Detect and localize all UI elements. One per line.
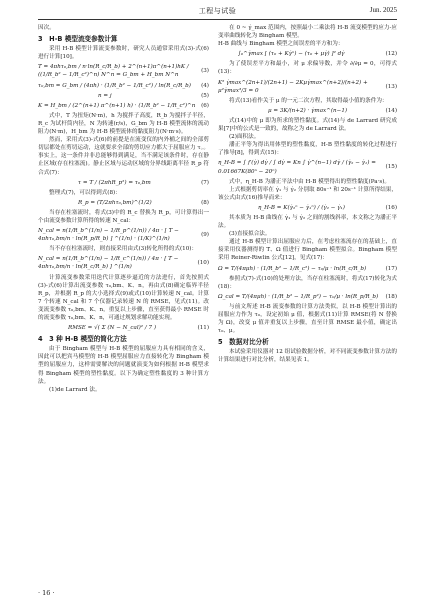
paragraph: 然而，采用式(3)-式(6)的前提是在流变仪的内外桶之间的全部剪切层都处在剪切运动，这就要求全部的剪切应力都大于屈服应力 τ。。事实上，这一条件并非总能够得到满足，当不满足该条件时，存在静止区域(存在柱塞流)。静止区域与运动区域的分界线距离半径 R_p 符合式(7)： [38, 137, 209, 176]
equation-number: (3) [201, 68, 209, 75]
equation [38, 324, 209, 332]
paragraph: 上式根据剪切率在 γ̇₁ 与 γ̇₂ 分别取 80s⁻¹ 和 20s⁻¹ 计算所得结果，该公式由式(16)推导而来： [218, 186, 397, 201]
paragraph: 采用 H-B 模型计算流变参数时，研究人员通常采用式(3)-式(6)进行计算[10]。 [38, 46, 209, 61]
issue-date: Jun. 2025 [369, 6, 397, 14]
paragraph: 计算流变参数采用迭代计算逐步逼近的方法进行，首先按照式(3)-式(6)计算出流变参数 τ₀,bm、K、n，再由式(8)确定临界半径 R_p，并根据 R_p 的大小选择式(9)或式(10)计算转速 N_cal。计算 7 个转速 N_cal 和 7 个仪器记录转速 N 的 RMSE，见式(11)。改变流变参数 τ₀,bm、K、n，重复以上步骤，直至获得最小 RMSE 时的流变参数 τ₀,bm、K、n，可通过规划求解功能实现。 [38, 274, 209, 321]
equation-number: (12) [385, 51, 397, 58]
equation-number: (15) [385, 164, 397, 171]
paragraph: 其本质为 H-B 曲线在 γ̇₁ 与 γ̇₂ 之间的割线斜率，本文称之为潘正平法。 [218, 214, 397, 230]
equation-body: μ = 3K/(n+2) · γ̇max^(n−1) [268, 107, 348, 114]
equation-body: τ = T / (2πhR_p²) = τ₀,bm [78, 179, 151, 186]
subheading: (2)面积法。 [229, 134, 260, 141]
equation-number: (11) [197, 325, 209, 332]
running-header [38, 6, 397, 18]
paragraph: 潘正平等为得出用体型的塑性黏度，H-B 塑性黏度的转化过程进行了推导[8]，得到式(15)： [218, 142, 397, 157]
section-heading: 3 H-B 模型流变参数计算 [38, 35, 118, 44]
equation-body: Ω = T/(4πμh) · (1/R_b² − 1/R_c²) − τ₀/μ · ln(R_c/R_b) [218, 265, 367, 272]
paragraph: 参照式(7)-式(10)的处理方法，当存在柱塞流时，将式(17)转化为式(18)： [218, 275, 397, 290]
equation [218, 204, 397, 212]
equation-number: (18) [385, 293, 397, 300]
journal-name: 工程与试验 [198, 7, 237, 15]
equation-body: K = H_bm / (2^(n+1) π^(n+1) h) · (1/R_b² − 1/R_c²)^n [38, 102, 196, 109]
equation-body: K² γ̇max^(2n+1)/(2n+1) − 2Kμγ̇max^(n+2)/(n+2) + μ²γ̇max³/3 = 0 [218, 79, 368, 94]
equation [38, 82, 209, 90]
equation-number: (13) [385, 83, 397, 90]
equation [38, 255, 209, 271]
equation-body: n = j [98, 92, 112, 99]
equation-body: N_cal = n(1/R_b^(1/n) − 1/R_p^(1/n)) / 4π · [ T − 4πhτ₀,bm/n · ln(R_p/R_b) ] ^(1/n) · (1/K)^(1/n) [38, 228, 179, 243]
equation [218, 79, 397, 95]
equation [38, 199, 209, 207]
paragraph: 式中，T 为扭矩(N·m)，h 为搅拌子高度，R_b 为搅拌子半径，R_c 为试杆筒内径，N 为转速(r/s)，G_bm 为 H-B 模型流体的流动阻力(N·m)，H_bm 为 H-B 模型流体的黏度阻力(N·m·s)。 [38, 112, 209, 136]
equation-number: (9) [201, 232, 209, 239]
left-column [38, 24, 209, 394]
paragraph: 因次。 [38, 25, 55, 31]
equation-body: R_p = (T/2πhτ₀,bm)^(1/2) [78, 199, 152, 206]
paragraph: 与前文所述 H-B 流变参数的计算方法类似，以 H-B 模型计算出的屈服应力作为 τ₀，设定初始 μ 值，根据式(11)计算 RMSE(将 N 替换为 Ω)，改变 μ 值并重复以上步骤，直至计算 RMSE 最小值，确定出 τ₀、μ。 [218, 303, 397, 335]
paragraph: 当存在柱塞流时，将式(3)中的 R_c 替换为 R_p，可计算得出一个由流变参数计算所得的转速 N_cal： [38, 209, 209, 224]
section-heading: 5 数据对比分析 [218, 338, 269, 347]
paragraph: 为了使误差平方和最小，对 μ 求偏导数，并令 ∂/∂μ = 0，可得式(13)： [218, 61, 397, 76]
equation-number: (7) [201, 179, 209, 186]
equation-number: (4) [201, 82, 209, 89]
right-column [218, 24, 397, 365]
section-heading: 4 3 种 H-B 模型的简化方法 [38, 335, 127, 344]
paragraph: 整理式(7)，可以得到式(8)： [49, 189, 121, 196]
equation [218, 159, 397, 175]
equation [38, 92, 209, 100]
equation-number: (5) [201, 92, 209, 99]
equation [218, 50, 397, 58]
subheading: (3)直接拟合法。 [229, 231, 271, 238]
paragraph: 式中，η_H-B 为潘正平法中由 H-B 模型得出的塑性黏度(Pa·s)。 [229, 178, 390, 185]
paragraph: H-B 曲线与 Bingham 模型之间误差的平方和为： [218, 41, 344, 48]
paragraph: 通过 H-B 模型计算出屈服应力后，在考虑柱塞流存在的基础上，直接采用仪器测得的 T、Ω 值进行 Bingham 模型拟合。Bingham 模型采用 Reiner-Riwlin 公式[12]，见式(17)： [218, 239, 397, 262]
equation-number: (17) [385, 265, 397, 272]
equation-body: Ω_cal = T/(4πμh) · (1/R_b² − 1/R_p²) − τ₀/μ · ln(R_p/R_b) [218, 293, 379, 300]
header-rule [38, 19, 397, 20]
equation [218, 265, 397, 273]
paragraph: 由于 Bingham 模型与 H-B 模型的屈服应力具有相同的含义，因此可以把宾马模型的 H-B 模型屈服应力直接转化为 Bingham 模型的屈服应力，这样需要解决的问题就演变为如何根据 H-B 模型求得 Bingham 模型的塑性黏度。以下为确定塑性黏度的 3 种计算方法。 [38, 346, 209, 385]
paragraph: 在 0 ~ γ̇_max 范围内，按照最小二乘法将 H-B 流变模型的应力-应变率曲线转化为 Bingham 模型。 [218, 25, 397, 40]
equation-number: (10) [197, 260, 209, 267]
equation-number: (6) [201, 102, 209, 109]
equation-number: (16) [385, 204, 397, 211]
equation-body: T = 4πhτ₀,bm / n·ln(R_c/R_b) + 2^(n+1)π^(n+1)hK / ((1/R_b² − 1/R_c²)^n) N^n = G_bm + H_bm N^n [38, 64, 189, 79]
paragraph: 当不存在柱塞流时，则直接采用由式(3)转化所得的式(10)： [49, 246, 198, 253]
equation [38, 227, 209, 243]
equation [38, 63, 209, 79]
equation-number: (14) [385, 107, 397, 114]
equation [38, 102, 209, 110]
subheading: (1)de Larrard 法。 [49, 386, 101, 393]
equation-body: N_cal = n(1/R_b^(1/n) − 1/R_c^(1/n)) / 4π · [ T − 4πhτ₀,bm/n · ln(R_c/R_b) ] ^(1/n) [38, 256, 179, 271]
paragraph: 本试验采用仪器对 12 组试验数据分析，对不同流变参数计算方法的计算结果进行对比分析，结果见表 1。 [218, 349, 397, 364]
page-number: · 16 · [38, 589, 55, 597]
equation-body: RMSE = √( Σ (N − N_cal)² / 7 ) [68, 325, 157, 332]
equation-body: ∫₀^γ̇max [ (τ₀ + Kγ̇ⁿ) − (τ₀ + μγ̇) ]² dγ̇ [238, 51, 345, 58]
equation [38, 179, 209, 187]
equation-number: (8) [201, 199, 209, 206]
paragraph: 式(14)中的 μ 即为所求的塑性黏度。式(14)与 de Larrard 研究成果[7]中的公式是一致的，故称之为 de Larrard 法。 [218, 117, 397, 133]
equation [218, 293, 397, 301]
equation-body: η_H-B = ∫ f′(γ̇) dγ̇ / ∫ dγ̇ = Kn ∫ γ̇^(n−1) dγ̇ / (γ̇₂ − γ̇₁) = 0.01667K(80ⁿ − 20ⁿ) [218, 160, 376, 175]
equation [218, 107, 397, 115]
equation-body: η_H-B = K(γ̇₂ⁿ − γ̇₁ⁿ) / (γ̇₂ − γ̇₁) [258, 204, 345, 211]
equation-body: τ₀,bm = G_bm / (4πh) · (1/R_b² − 1/R_c²) / ln(R_c/R_b) [38, 82, 191, 89]
paragraph: 将式(13)看作关于 μ 的一元二次方程，其取得最小值的条件为： [229, 97, 388, 104]
